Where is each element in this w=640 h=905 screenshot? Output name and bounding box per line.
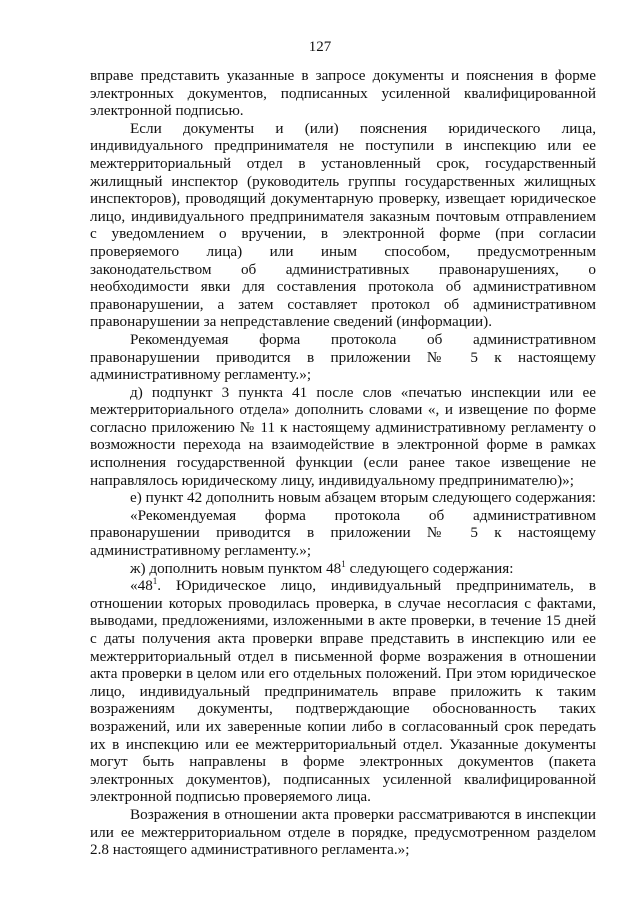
paragraph xyxy=(90,507,596,560)
paragraph xyxy=(90,560,596,578)
paragraph-text: «Рекомендуемая форма протокола об административном правонарушении приводится в приложении № 5 к настоящему административному регламенту.»; xyxy=(90,506,596,560)
paragraph xyxy=(90,806,596,859)
paragraph-text: «48 xyxy=(130,577,153,595)
page-number: 127 xyxy=(308,39,332,55)
paragraph xyxy=(90,120,596,331)
paragraph-text: д) подпункт 3 пункта 41 после слов «печатью инспекции или ее межтерриториального отдела» дополнить словами «, и извещение по форме согласно приложению № 11 к настоящему административному регламенту о возможности перехода на взаимодействие в электронной форме в рамках исполнения государственной функции (если ранее такое извещение не направлялось юридическому лицу, индивидуальному предпринимателю)»; xyxy=(90,383,596,489)
superscript: 1 xyxy=(341,558,346,569)
paragraph-text: ж) дополнить новым пунктом 48 xyxy=(130,559,342,577)
superscript: 1 xyxy=(152,576,158,587)
paragraph xyxy=(90,384,596,490)
paragraph xyxy=(90,489,596,507)
paragraph-text: Если документы и (или) пояснения юридического лица, индивидуального предпринимателя не поступили в инспекцию или ее межтерриториальный отдел в установленный срок, государственный жилищный инспектор (руководитель группы государственных жилищных инспекторов), проводящий документарную проверку, извещает юридическое лицо, индивидуального предпринимателя заказным почтовым отправлением с уведомлением о вручении, в электронной форме (при согласии проверяемого лица) или иным способом, предусмотренным законодательством об административных правонарушениях, о необходимости явки для составления протокола об административном правонарушении, а затем составляет протокол об административном правонарушении за непредставление сведений (информации). xyxy=(90,119,596,331)
document-body xyxy=(90,67,596,859)
paragraph xyxy=(90,577,596,806)
paragraph-text: вправе представить указанные в запросе документы и пояснения в форме электронных документов, подписанных усиленной квалифицированной электронной подписью. xyxy=(90,67,596,120)
paragraph xyxy=(90,331,596,384)
paragraph-text-continued: следующего содержания: xyxy=(345,559,514,577)
paragraph xyxy=(90,67,596,120)
paragraph-text: е) пункт 42 дополнить новым абзацем вторым следующего содержания: xyxy=(130,489,596,507)
paragraph-text-continued: . Юридическое лицо, индивидуальный предприниматель, в отношении которых проводилась проверка, в случае несогласия с фактами, выводами, предложениями, изложенными в акте проверки, в течение 15 дней с даты получения акта проверки вправе представить в инспекцию или ее межтерриториальный отдел в письменной форме возражения в отношении акта проверки в целом или его отдельных положений. При этом юридическое лицо, индивидуальный предприниматель вправе приложить к таким возражениям документы, подтверждающие обоснованность таких возражений, или их заверенные копии либо в согласованный срок передать их в инспекцию или ее межтерриториальный отдел. Указанные документы могут быть направлены в форме электронных документов (пакета электронных документов), подписанных усиленной квалифицированной электронной подписью проверяемого лица. xyxy=(90,577,596,806)
paragraph-text: Возражения в отношении акта проверки рассматриваются в инспекции или ее межтерриториальном отделе в порядке, предусмотренном разделом 2.8 настоящего административного регламента.»; xyxy=(90,805,596,859)
paragraph-text: Рекомендуемая форма протокола об административном правонарушении приводится в приложении № 5 к настоящему административному регламенту.»; xyxy=(90,330,596,384)
